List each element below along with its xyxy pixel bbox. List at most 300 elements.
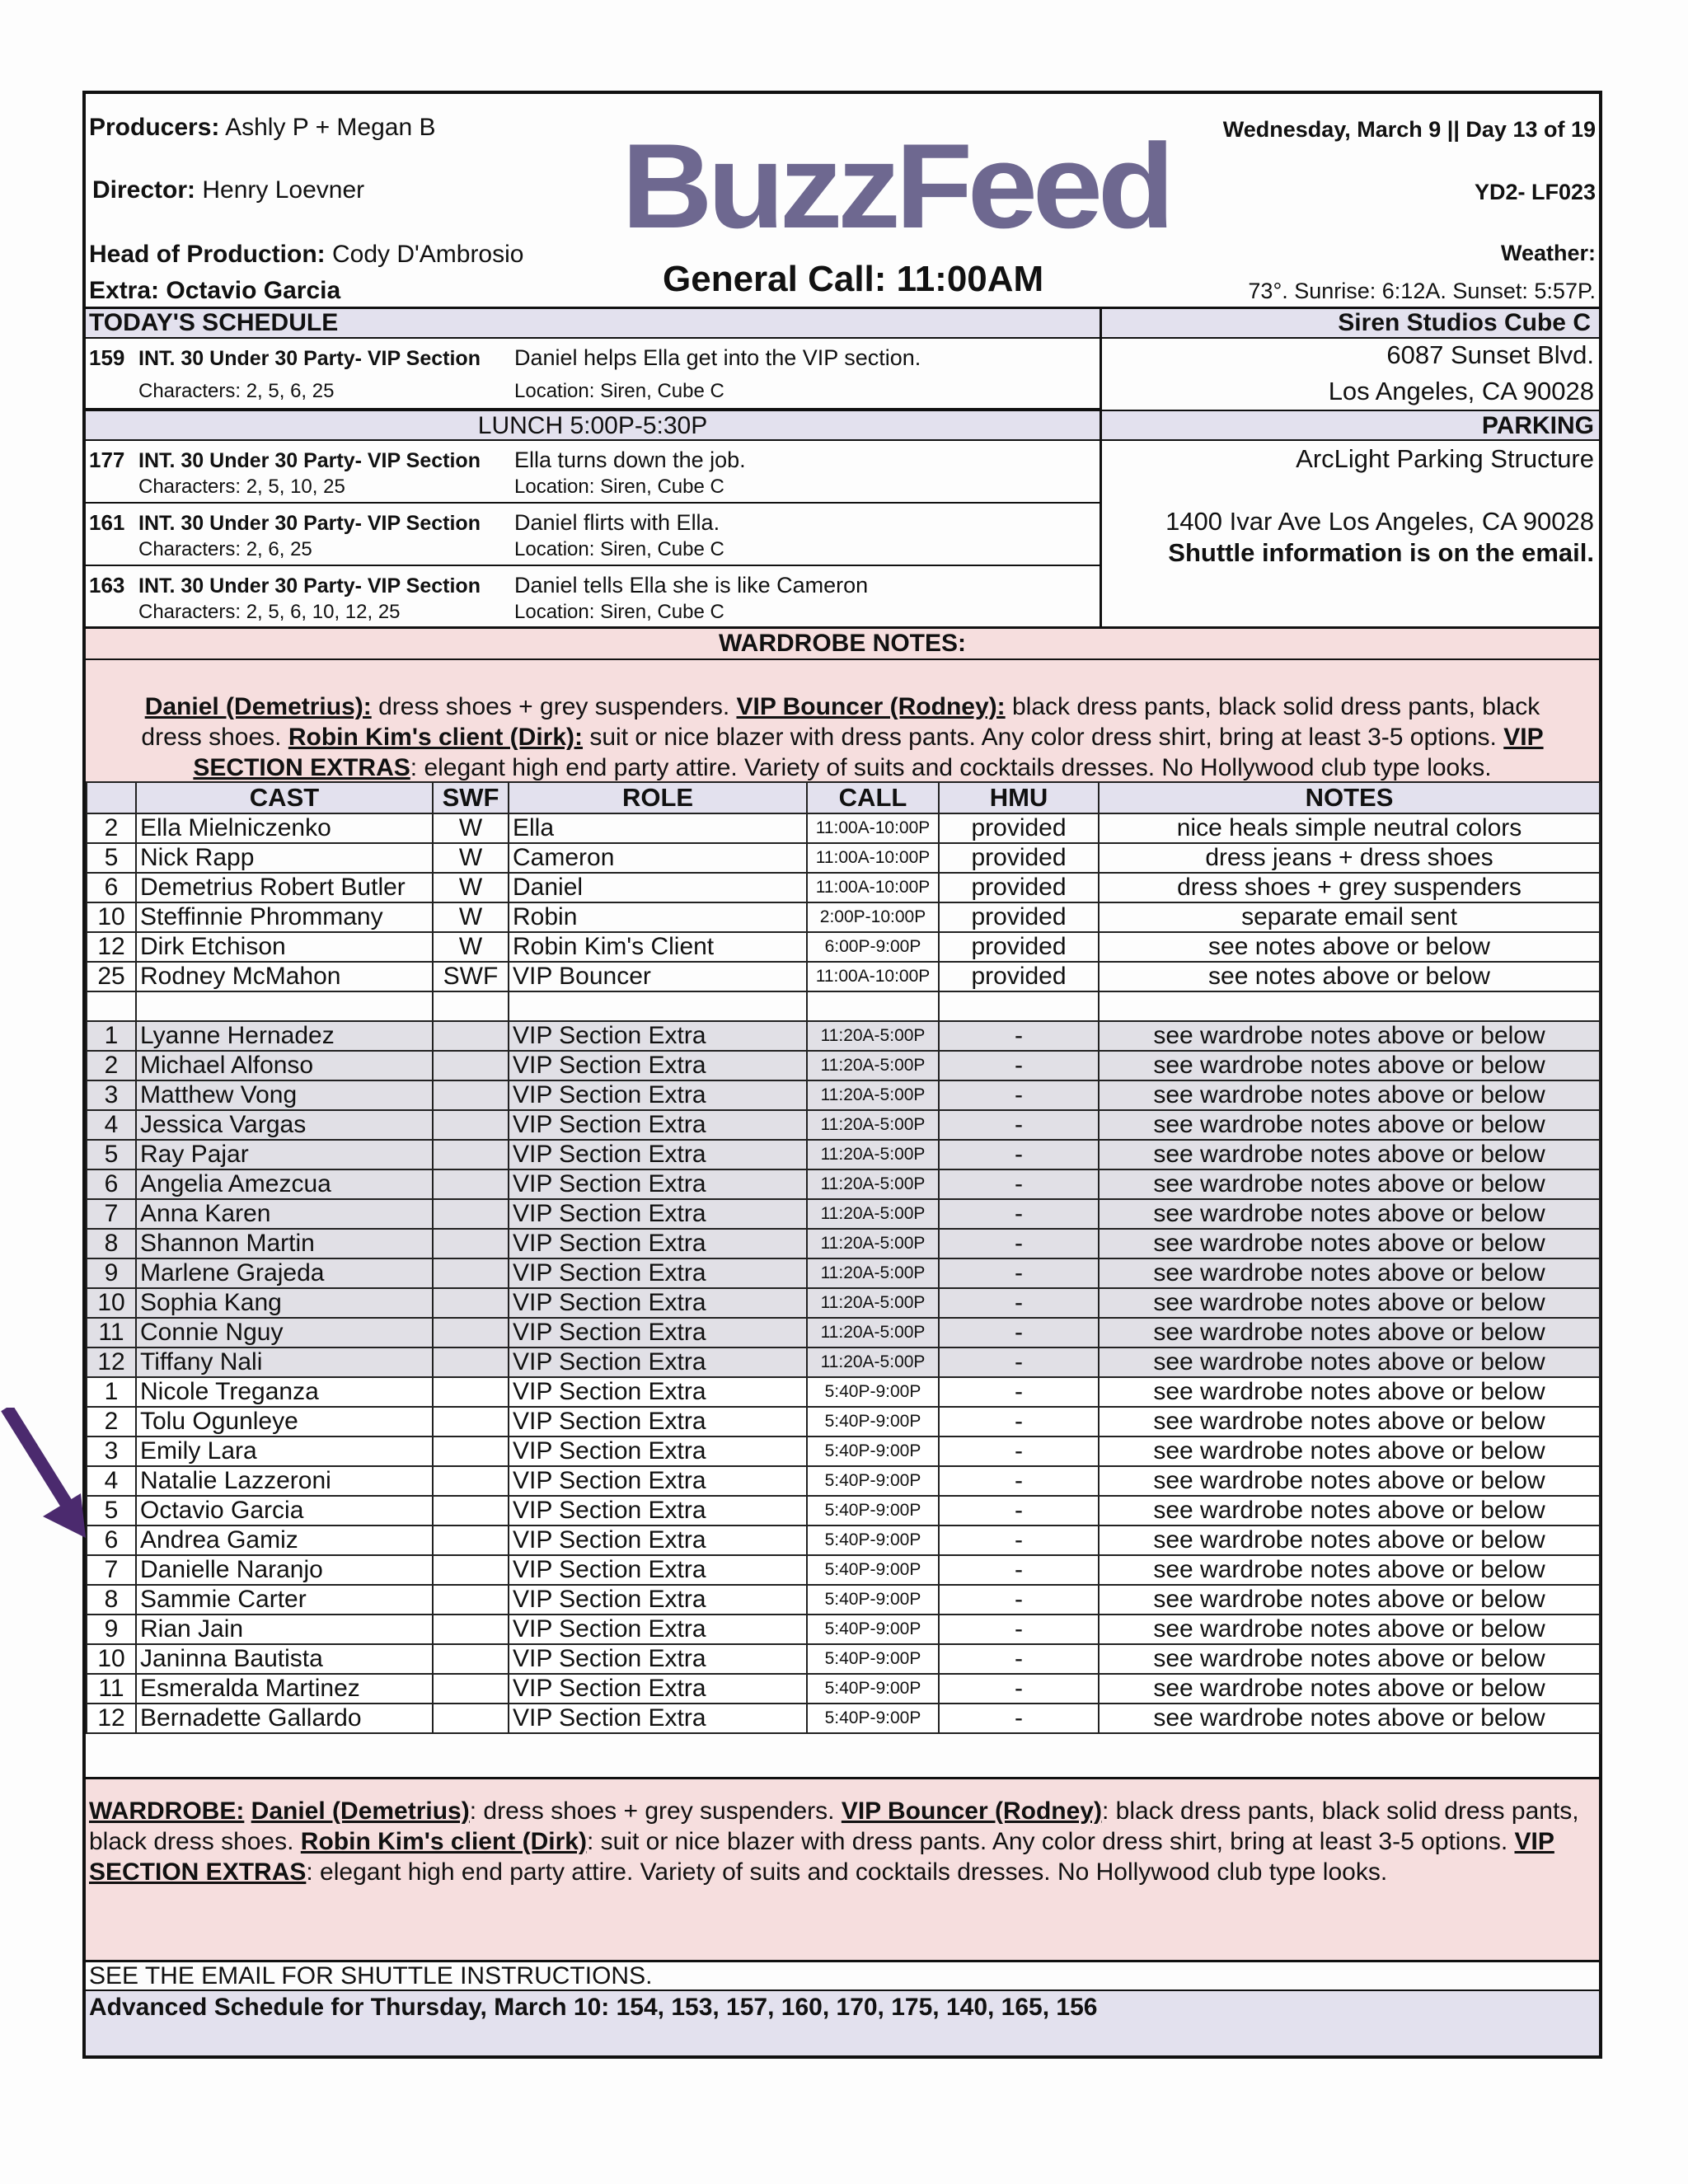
extra-number: 10 (87, 1644, 136, 1674)
extra-hmu: - (939, 1288, 1099, 1318)
scene-number: 177 (89, 448, 125, 472)
extra-hmu: - (939, 1407, 1099, 1436)
extra-name: Jessica Vargas (136, 1110, 433, 1140)
cast-role: Ella (509, 813, 807, 843)
extra-name: Natalie Lazzeroni (136, 1466, 433, 1496)
cast-role: Cameron (509, 843, 807, 873)
extra-role: VIP Section Extra (509, 1051, 807, 1080)
cast-notes: separate email sent (1099, 902, 1600, 932)
cast-call: 11:00A-10:00P (807, 813, 939, 843)
shoot-date: Wednesday, March 9 || Day 13 of 19 (1222, 117, 1596, 142)
producers-label: Producers: (89, 114, 220, 141)
cast-number: 2 (87, 813, 136, 843)
extra-role: VIP Section Extra (509, 1496, 807, 1526)
extra-notes: see wardrobe notes above or below (1099, 1318, 1600, 1347)
extra-call: 5:40P-9:00P (807, 1466, 939, 1496)
scene-number: 161 (89, 510, 125, 535)
cast-call: 11:00A-10:00P (807, 962, 939, 991)
extra-swf (433, 1377, 509, 1407)
extra-call: 5:40P-9:00P (807, 1407, 939, 1436)
cast-hmu: provided (939, 962, 1099, 991)
cast-role: Robin Kim's Client (509, 932, 807, 962)
extra-hmu: - (939, 1318, 1099, 1347)
extra-name: Janinna Bautista (136, 1644, 433, 1674)
extra-number: 6 (87, 1526, 136, 1555)
cast-swf: W (433, 843, 509, 873)
wardrobe-bottom-text (89, 1796, 1589, 1887)
extra-name: Lyanne Hernadez (136, 1021, 433, 1051)
extra-notes: see wardrobe notes above or below (1099, 1199, 1600, 1229)
extra-row (87, 1318, 1600, 1347)
extra-role: VIP Section Extra (509, 1704, 807, 1733)
scene-number: 163 (89, 573, 125, 598)
extra-swf (433, 1258, 509, 1288)
extra-notes: see wardrobe notes above or below (1099, 1704, 1600, 1733)
extra-swf (433, 1436, 509, 1466)
extra-swf (433, 1555, 509, 1585)
wardrobe-notes (86, 626, 1599, 784)
wardrobe-label: WARDROBE: (89, 1797, 245, 1825)
extra-row (87, 1021, 1600, 1051)
extra-name: Emily Lara (136, 1436, 433, 1466)
cast-role: Robin (509, 902, 807, 932)
cast-hmu: provided (939, 813, 1099, 843)
wardrobe-text-4: : elegant high end party attire. Variety of suits and cocktails dresses. No Hollywood club type looks. (306, 1858, 1388, 1886)
extra-notes: see wardrobe notes above or below (1099, 1021, 1600, 1051)
scene-title: INT. 30 Under 30 Party- VIP Section (138, 574, 481, 598)
extra-number: 5 (87, 1140, 136, 1169)
extra-notes: see wardrobe notes above or below (1099, 1258, 1600, 1288)
extra-call: 11:20A-5:00P (807, 1140, 939, 1169)
extra-row (87, 1288, 1600, 1318)
director-line (92, 176, 364, 204)
extra-call: 5:40P-9:00P (807, 1526, 939, 1555)
extra-notes: see wardrobe notes above or below (1099, 1288, 1600, 1318)
extra-row (87, 1644, 1600, 1674)
extra-number: 11 (87, 1674, 136, 1704)
wardrobe-dirk: Robin Kim's client (Dirk): (288, 724, 584, 751)
cast-hmu: provided (939, 873, 1099, 902)
extra-notes: see wardrobe notes above or below (1099, 1555, 1600, 1585)
extra-row (87, 1407, 1600, 1436)
wardrobe-text-1: : dress shoes + grey suspenders. (469, 1797, 842, 1825)
cast-call: 2:00P-10:00P (807, 902, 939, 932)
cast-call: 11:00A-10:00P (807, 873, 939, 902)
schedule-left (86, 309, 1102, 629)
extra-call: 5:40P-9:00P (807, 1704, 939, 1733)
cast-row (87, 962, 1600, 991)
scene-title: INT. 30 Under 30 Party- VIP Section (138, 449, 481, 472)
extra-hmu: - (939, 1615, 1099, 1644)
production-code: YD2- LF023 (1474, 180, 1596, 204)
extra-row (87, 1377, 1600, 1407)
extra-notes: see wardrobe notes above or below (1099, 1496, 1600, 1526)
scene-location: Location: Siren, Cube C (514, 476, 724, 498)
extra-number: 2 (87, 1051, 136, 1080)
wardrobe-text-3: : suit or nice blazer with dress pants. Any color dress shirt, bring at least 3-5 options. (586, 1828, 1515, 1855)
scene-title: INT. 30 Under 30 Party- VIP Section (138, 347, 481, 370)
shuttle-instructions: SEE THE EMAIL FOR SHUTTLE INSTRUCTIONS. (86, 1960, 1599, 1991)
extra-role: VIP Section Extra (509, 1585, 807, 1615)
extra-swf (433, 1288, 509, 1318)
extra-call: 11:20A-5:00P (807, 1347, 939, 1377)
extra-number: 8 (87, 1585, 136, 1615)
scene-row (86, 441, 1100, 504)
extra-notes: see wardrobe notes above or below (1099, 1140, 1600, 1169)
extra-call: 11:20A-5:00P (807, 1229, 939, 1258)
extra-name: Matthew Vong (136, 1080, 433, 1110)
extra-hmu: - (939, 1466, 1099, 1496)
extra-swf (433, 1407, 509, 1436)
extra-name: Danielle Naranjo (136, 1555, 433, 1585)
extra-number: 5 (87, 1496, 136, 1526)
extra-swf (433, 1229, 509, 1258)
cast-row (87, 843, 1600, 873)
extra-role: VIP Section Extra (509, 1229, 807, 1258)
location-address-1: 6087 Sunset Blvd. (1386, 340, 1594, 369)
extra-name: Octavio Garcia (136, 1496, 433, 1526)
extra-hmu: - (939, 1080, 1099, 1110)
extra-name: Bernadette Gallardo (136, 1704, 433, 1733)
cast-header-row (87, 782, 1600, 813)
extra-call: 5:40P-9:00P (807, 1644, 939, 1674)
extra-row (87, 1526, 1600, 1555)
extra-row (87, 1555, 1600, 1585)
cast-hmu: provided (939, 843, 1099, 873)
extra-swf (433, 1466, 509, 1496)
header-num (87, 782, 136, 813)
cast-name: Rodney McMahon (136, 962, 433, 991)
extra-swf (433, 1110, 509, 1140)
cast-role: VIP Bouncer (509, 962, 807, 991)
extra-number: 7 (87, 1555, 136, 1585)
extra-name: Marlene Grajeda (136, 1258, 433, 1288)
empty-cell (939, 991, 1099, 1021)
extra-row (87, 1615, 1600, 1644)
cast-call: 6:00P-9:00P (807, 932, 939, 962)
extra-number: 12 (87, 1704, 136, 1733)
extra-role: VIP Section Extra (509, 1347, 807, 1377)
cast-number: 6 (87, 873, 136, 902)
extra-name: Rian Jain (136, 1615, 433, 1644)
extra-hmu: - (939, 1229, 1099, 1258)
extra-swf (433, 1496, 509, 1526)
parking-name: ArcLight Parking Structure (1296, 444, 1594, 473)
scene-row (86, 504, 1100, 566)
cast-name: Dirk Etchison (136, 932, 433, 962)
cast-name: Nick Rapp (136, 843, 433, 873)
spacer-row (87, 991, 1600, 1021)
scene-description: Ella turns down the job. (514, 448, 746, 472)
extra-role: VIP Section Extra (509, 1615, 807, 1644)
shuttle-info: Shuttle information is on the email. (1168, 538, 1594, 567)
extra-call: 5:40P-9:00P (807, 1674, 939, 1704)
wardrobe-bottom (86, 1777, 1599, 1962)
cast-notes: see notes above or below (1099, 932, 1600, 962)
extra-row (87, 1229, 1600, 1258)
wardrobe-text (119, 691, 1566, 783)
weather-label: Weather: (1500, 241, 1596, 265)
extra-row (87, 1051, 1600, 1080)
extra-row (87, 1110, 1600, 1140)
extra-role: VIP Section Extra (509, 1110, 807, 1140)
extra-row (87, 1585, 1600, 1615)
wardrobe-text-2: : black dress pants, black solid dress pants, black dress shoes. (89, 1797, 1579, 1855)
parking-title: PARKING (1102, 410, 1599, 441)
extra-call: 11:20A-5:00P (807, 1110, 939, 1140)
extra-notes: see wardrobe notes above or below (1099, 1229, 1600, 1258)
extra-row (87, 1674, 1600, 1704)
cast-name: Demetrius Robert Butler (136, 873, 433, 902)
scene-characters: Characters: 2, 6, 25 (138, 538, 312, 560)
cast-swf: W (433, 902, 509, 932)
wardrobe-dirk: Robin Kim's client (Dirk) (300, 1828, 587, 1855)
wardrobe-extras: VIP SECTION EXTRAS (193, 724, 1544, 781)
extra-hmu: - (939, 1377, 1099, 1407)
scene-characters: Characters: 2, 5, 6, 10, 12, 25 (138, 601, 401, 623)
extra-row (87, 1436, 1600, 1466)
wardrobe-text-4: : elegant high end party attire. Variety of suits and cocktails dresses. No Hollywood club type looks. (410, 754, 1492, 781)
empty-cell (136, 991, 433, 1021)
extra-notes: see wardrobe notes above or below (1099, 1674, 1600, 1704)
header-cast: CAST (136, 782, 433, 813)
head-value: Cody D'Ambrosio (332, 241, 524, 268)
extra-notes: see wardrobe notes above or below (1099, 1169, 1600, 1199)
extra-role: VIP Section Extra (509, 1407, 807, 1436)
cast-notes: see notes above or below (1099, 962, 1600, 991)
extra-role: VIP Section Extra (509, 1466, 807, 1496)
location-panel (1102, 309, 1599, 629)
extra-notes: see wardrobe notes above or below (1099, 1347, 1600, 1377)
extra-number: 4 (87, 1466, 136, 1496)
extra-number: 6 (87, 1169, 136, 1199)
head-of-production-line (89, 241, 523, 269)
extra-role: VIP Section Extra (509, 1377, 807, 1407)
cast-hmu: provided (939, 902, 1099, 932)
extra-role: VIP Section Extra (509, 1021, 807, 1051)
extra-number: 3 (87, 1080, 136, 1110)
extra-row (87, 1140, 1600, 1169)
cast-name: Ella Mielniczenko (136, 813, 433, 843)
lunch-bar: LUNCH 5:00P-5:30P (86, 410, 1100, 441)
call-sheet (82, 91, 1602, 2059)
cast-number: 25 (87, 962, 136, 991)
extra-swf (433, 1051, 509, 1080)
cast-hmu: provided (939, 932, 1099, 962)
extra-notes: see wardrobe notes above or below (1099, 1051, 1600, 1080)
extra-call: 11:20A-5:00P (807, 1288, 939, 1318)
extra-number: 1 (87, 1377, 136, 1407)
extra-hmu: - (939, 1644, 1099, 1674)
extra-hmu: - (939, 1674, 1099, 1704)
extra-call: 11:20A-5:00P (807, 1169, 939, 1199)
cast-row (87, 813, 1600, 843)
cast-notes: dress shoes + grey suspenders (1099, 873, 1600, 902)
extra-name: Tolu Ogunleye (136, 1407, 433, 1436)
director-label: Director: (92, 176, 196, 204)
extra-hmu: - (939, 1169, 1099, 1199)
extra-number: 9 (87, 1615, 136, 1644)
extra-number: 12 (87, 1347, 136, 1377)
director-value: Henry Loevner (202, 176, 365, 204)
scene-location: Location: Siren, Cube C (514, 380, 724, 402)
buzzfeed-logo: BuzzFeed (621, 119, 1170, 253)
extra-role: VIP Section Extra (509, 1288, 807, 1318)
wardrobe-extras: VIP SECTION EXTRAS (89, 1828, 1554, 1886)
extra-role: VIP Section Extra (509, 1199, 807, 1229)
weather-value: 73°. Sunrise: 6:12A. Sunset: 5:57P. (1248, 279, 1596, 303)
extra-call: 5:40P-9:00P (807, 1555, 939, 1585)
extra-notes: see wardrobe notes above or below (1099, 1644, 1600, 1674)
extra-name: Michael Alfonso (136, 1051, 433, 1080)
extra-swf (433, 1674, 509, 1704)
extra-call: 5:40P-9:00P (807, 1496, 939, 1526)
extra-call: 11:20A-5:00P (807, 1258, 939, 1288)
extra-name: Anna Karen (136, 1199, 433, 1229)
header-hmu: HMU (939, 782, 1099, 813)
extra-call: 11:20A-5:00P (807, 1080, 939, 1110)
cast-name: Steffinnie Phrommany (136, 902, 433, 932)
extra-swf (433, 1347, 509, 1377)
extra-number: 1 (87, 1021, 136, 1051)
extra-number: 7 (87, 1199, 136, 1229)
extra-row (87, 1080, 1600, 1110)
extra-name: Sophia Kang (136, 1288, 433, 1318)
scene-title: INT. 30 Under 30 Party- VIP Section (138, 512, 481, 535)
scene-number: 159 (89, 345, 125, 370)
header (86, 94, 1599, 307)
extra-notes: see wardrobe notes above or below (1099, 1615, 1600, 1644)
extra-name: Esmeralda Martinez (136, 1674, 433, 1704)
extra-role: VIP Section Extra (509, 1140, 807, 1169)
extra-line: Extra: Octavio Garcia (89, 277, 341, 304)
extra-row (87, 1169, 1600, 1199)
cast-table (86, 781, 1601, 1734)
empty-cell (807, 991, 939, 1021)
extra-row (87, 1704, 1600, 1733)
extra-call: 11:20A-5:00P (807, 1051, 939, 1080)
extra-notes: see wardrobe notes above or below (1099, 1080, 1600, 1110)
extra-hmu: - (939, 1555, 1099, 1585)
extra-role: VIP Section Extra (509, 1080, 807, 1110)
todays-schedule (86, 307, 1599, 629)
wardrobe-text-1: dress shoes + grey suspenders. (371, 693, 737, 720)
scene-row (86, 566, 1100, 629)
extra-hmu: - (939, 1347, 1099, 1377)
extra-notes: see wardrobe notes above or below (1099, 1110, 1600, 1140)
extra-hmu: - (939, 1436, 1099, 1466)
wardrobe-text-2: black dress pants, black solid dress pants, black dress shoes. (141, 693, 1540, 751)
arrow-icon (0, 1408, 91, 1540)
extra-swf (433, 1021, 509, 1051)
extra-notes: see wardrobe notes above or below (1099, 1377, 1600, 1407)
cast-swf: W (433, 813, 509, 843)
extra-call: 5:40P-9:00P (807, 1585, 939, 1615)
empty-cell (87, 991, 136, 1021)
scene-description: Daniel flirts with Ella. (514, 510, 720, 535)
head-label: Head of Production: (89, 241, 326, 268)
wardrobe-text-3: suit or nice blazer with dress pants. Any color dress shirt, bring at least 3-5 options. (583, 724, 1504, 751)
extra-notes: see wardrobe notes above or below (1099, 1585, 1600, 1615)
extra-number: 10 (87, 1288, 136, 1318)
extra-swf (433, 1585, 509, 1615)
location-address-2: Los Angeles, CA 90028 (1328, 377, 1594, 405)
extra-name: Tiffany Nali (136, 1347, 433, 1377)
extra-number: 4 (87, 1110, 136, 1140)
scene-description: Daniel tells Ella she is like Cameron (514, 573, 869, 598)
cast-notes: dress jeans + dress shoes (1099, 843, 1600, 873)
extra-role: VIP Section Extra (509, 1644, 807, 1674)
header-role: ROLE (509, 782, 807, 813)
extra-hmu: - (939, 1051, 1099, 1080)
extra-name: Connie Nguy (136, 1318, 433, 1347)
extra-hmu: - (939, 1496, 1099, 1526)
schedule-title: TODAY'S SCHEDULE (86, 309, 1100, 339)
extra-notes: see wardrobe notes above or below (1099, 1407, 1600, 1436)
extra-swf (433, 1615, 509, 1644)
scene-characters: Characters: 2, 5, 6, 25 (138, 380, 335, 402)
extra-hmu: - (939, 1140, 1099, 1169)
producers-line (89, 114, 436, 142)
header-swf: SWF (433, 782, 509, 813)
advanced-schedule: Advanced Schedule for Thursday, March 10: 154, 153, 157, 160, 170, 175, 140, 165, 156 (86, 1991, 1599, 2055)
extra-row (87, 1496, 1600, 1526)
scene-description: Daniel helps Ella get into the VIP section. (514, 345, 921, 370)
extra-name: Sammie Carter (136, 1585, 433, 1615)
cast-call: 11:00A-10:00P (807, 843, 939, 873)
extra-hmu: - (939, 1199, 1099, 1229)
cast-number: 12 (87, 932, 136, 962)
wardrobe-daniel: Daniel (Demetrius): (144, 693, 372, 720)
extra-role: VIP Section Extra (509, 1436, 807, 1466)
extra-call: 5:40P-9:00P (807, 1615, 939, 1644)
cast-number: 10 (87, 902, 136, 932)
cast-swf: SWF (433, 962, 509, 991)
extra-row (87, 1347, 1600, 1377)
extra-role: VIP Section Extra (509, 1318, 807, 1347)
extra-role: VIP Section Extra (509, 1526, 807, 1555)
extra-row (87, 1199, 1600, 1229)
cast-number: 5 (87, 843, 136, 873)
empty-cell (509, 991, 807, 1021)
extra-name: Ray Pajar (136, 1140, 433, 1169)
producers-value: Ashly P + Megan B (225, 114, 436, 141)
empty-cell (1099, 991, 1600, 1021)
extra-notes: see wardrobe notes above or below (1099, 1436, 1600, 1466)
scene-location: Location: Siren, Cube C (514, 601, 724, 623)
cast-row (87, 902, 1600, 932)
extra-swf (433, 1704, 509, 1733)
extra-call: 5:40P-9:00P (807, 1377, 939, 1407)
general-call: General Call: 11:00AM (663, 259, 1044, 299)
extra-call: 11:20A-5:00P (807, 1199, 939, 1229)
extra-role: VIP Section Extra (509, 1674, 807, 1704)
wardrobe-title: WARDROBE NOTES: (86, 629, 1599, 660)
extra-swf (433, 1644, 509, 1674)
cast-swf: W (433, 932, 509, 962)
header-call: CALL (807, 782, 939, 813)
extra-name: Andrea Gamiz (136, 1526, 433, 1555)
extra-row (87, 1258, 1600, 1288)
extra-notes: see wardrobe notes above or below (1099, 1526, 1600, 1555)
extra-call: 5:40P-9:00P (807, 1436, 939, 1466)
extra-swf (433, 1526, 509, 1555)
cast-swf: W (433, 873, 509, 902)
extra-swf (433, 1318, 509, 1347)
extra-role: VIP Section Extra (509, 1555, 807, 1585)
scene-characters: Characters: 2, 5, 10, 25 (138, 476, 345, 498)
location-title: Siren Studios Cube C (1102, 309, 1599, 339)
